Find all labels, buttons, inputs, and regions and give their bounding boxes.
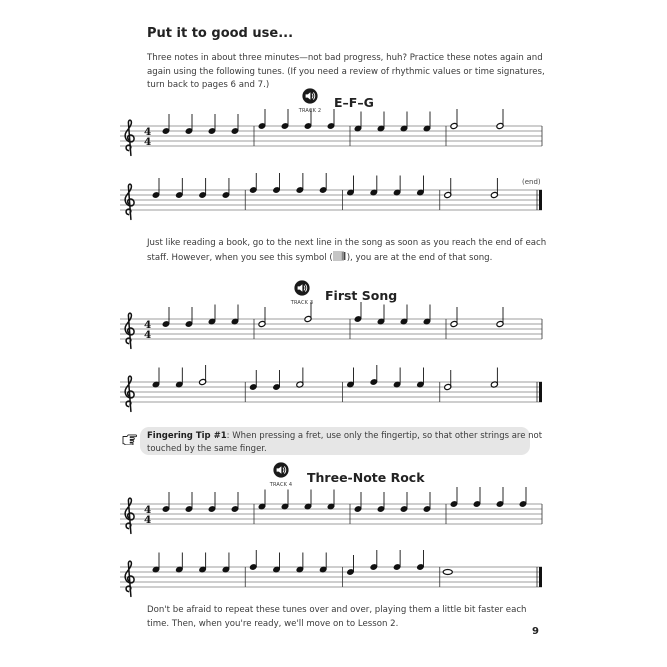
section-heading: Put it to good use...: [147, 26, 294, 41]
final-barline-icon: [333, 251, 347, 261]
whole-note: [443, 570, 452, 575]
time-signature-top: 4: [144, 319, 152, 331]
explanation-text: ), you are at the end of that song.: [346, 252, 493, 263]
track-label: TRACK 3: [290, 300, 314, 306]
time-signature-bottom: 4: [144, 136, 152, 148]
time-signature-top: 4: [144, 504, 152, 516]
song-title: First Song: [325, 288, 398, 303]
staff-lines: [120, 126, 542, 146]
tip-label: Fingering Tip #1: [147, 431, 227, 441]
intro-line: again using the following tunes. (If you need a review of rhythmic values or time signatures,: [147, 66, 545, 77]
outro-paragraph: [147, 604, 527, 631]
music-staff: [120, 557, 550, 601]
music-staff: [120, 180, 550, 224]
tip-line: [147, 430, 542, 443]
track-label: TRACK 4: [269, 482, 293, 488]
tip-text: : When pressing a fret, use only the fingertip, so that other strings are not: [226, 431, 543, 441]
outro-line: Don't be afraid to repeat these tunes over and over, playing them a little bit faster each: [147, 605, 527, 615]
page-number: 9: [532, 626, 539, 637]
track-label: TRACK 2: [298, 108, 322, 114]
treble-clef: [125, 498, 134, 533]
final-barline-thick: [539, 382, 542, 402]
speaker-icon[interactable]: [273, 462, 289, 478]
time-signature-bottom: 4: [144, 514, 152, 526]
song-title: Three-Note Rock: [307, 470, 425, 485]
music-staff: [120, 494, 550, 538]
final-barline-thick: [539, 190, 542, 210]
intro-line: turn back to pages 6 and 7.): [147, 80, 270, 90]
staff-lines: [120, 319, 542, 339]
song-title: E–F–G: [334, 95, 374, 110]
intro-paragraph: [147, 52, 545, 93]
fingering-tip: [147, 430, 542, 455]
treble-clef: [125, 561, 134, 596]
staff-lines: [120, 567, 542, 587]
explanation-line: Just like reading a book, go to the next line in the song as soon as you reach the end of each: [147, 238, 547, 248]
staff-lines: [120, 190, 542, 210]
end-explanation: [147, 237, 546, 265]
final-barline-thick: [539, 567, 542, 587]
explanation-text: staff. However, when you see this symbol (: [147, 252, 333, 263]
treble-clef: [125, 120, 134, 155]
music-staff: [120, 116, 550, 160]
speaker-icon[interactable]: [294, 280, 310, 296]
staff-lines: [120, 382, 542, 402]
pointing-hand-icon: [122, 433, 138, 445]
tip-line: touched by the same finger.: [147, 443, 267, 454]
time-signature-top: 4: [144, 126, 152, 138]
explanation-line: [147, 251, 546, 266]
treble-clef: [125, 184, 134, 219]
treble-clef: [125, 313, 134, 348]
music-staff: [120, 372, 550, 416]
music-staff: [120, 309, 550, 353]
outro-line: time. Then, when you're ready, we'll move on to Lesson 2.: [147, 618, 399, 629]
time-signature-bottom: 4: [144, 329, 152, 341]
end-marker: (end): [522, 178, 541, 186]
speaker-icon[interactable]: [302, 88, 318, 104]
treble-clef: [125, 376, 134, 411]
intro-line: Three notes in about three minutes—not bad progress, huh? Practice these notes again and: [147, 53, 543, 63]
